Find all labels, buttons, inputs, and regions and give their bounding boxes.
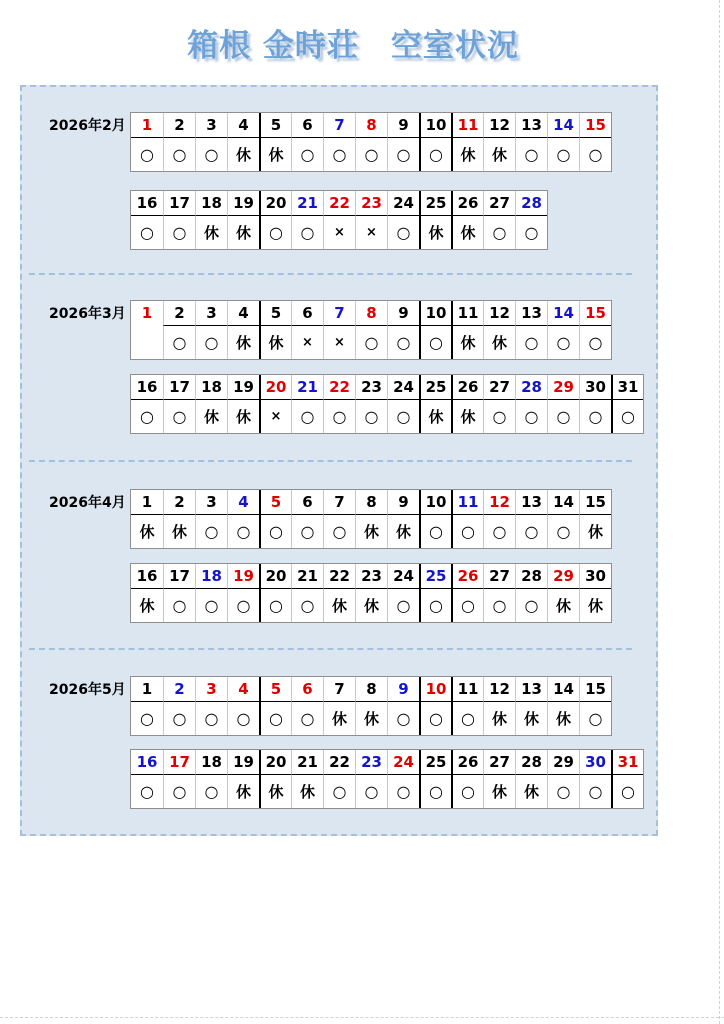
date-cell: 6: [291, 113, 323, 138]
status-cell: 休: [483, 702, 515, 735]
first-half-table: [130, 676, 612, 736]
status-cell: 休: [547, 589, 579, 622]
status-cell: 休: [227, 138, 259, 171]
status-cell: ×: [259, 400, 291, 433]
status-cell: ○: [419, 515, 451, 548]
date-cell: 8: [355, 301, 387, 326]
status-cell: ○: [291, 400, 323, 433]
date-cell: 20: [259, 564, 291, 589]
status-cell: ○: [259, 589, 291, 622]
date-cell: 3: [195, 301, 227, 326]
date-cell: 1: [131, 490, 163, 515]
section-separator: [29, 648, 632, 650]
date-cell: 19: [227, 191, 259, 216]
status-cell: ○: [195, 702, 227, 735]
date-cell: 11: [451, 490, 483, 515]
status-cell: ○: [323, 400, 355, 433]
status-cell: ○: [387, 326, 419, 359]
status-cell: ○: [291, 515, 323, 548]
status-cell: ○: [451, 515, 483, 548]
status-cell: ○: [195, 138, 227, 171]
status-cell: ○: [355, 775, 387, 808]
second-half-table: [130, 190, 548, 250]
date-cell: 11: [451, 301, 483, 326]
status-cell: 休: [451, 400, 483, 433]
date-cell: 31: [611, 750, 643, 775]
date-cell: 14: [547, 301, 579, 326]
date-cell: 15: [579, 113, 611, 138]
date-cell: 14: [547, 677, 579, 702]
status-cell: 休: [451, 326, 483, 359]
date-cell: 8: [355, 677, 387, 702]
status-cell: ○: [515, 138, 547, 171]
date-cell: 20: [259, 191, 291, 216]
section-separator: [29, 460, 632, 462]
availability-panel: [20, 85, 658, 836]
date-cell: 12: [483, 301, 515, 326]
status-cell: 休: [483, 326, 515, 359]
status-cell: ○: [387, 775, 419, 808]
status-cell: ○: [611, 775, 643, 808]
section-separator: [29, 273, 632, 275]
status-cell: 休: [515, 702, 547, 735]
date-cell: 3: [195, 490, 227, 515]
date-cell: 15: [579, 677, 611, 702]
status-cell: ○: [163, 775, 195, 808]
status-cell: ×: [323, 216, 355, 249]
status-cell: ○: [579, 400, 611, 433]
status-cell: ○: [387, 702, 419, 735]
status-cell: ○: [195, 515, 227, 548]
date-cell: 6: [291, 490, 323, 515]
date-cell: 6: [291, 677, 323, 702]
status-cell: ○: [259, 216, 291, 249]
date-cell: 29: [547, 564, 579, 589]
date-cell: 11: [451, 677, 483, 702]
date-cell: 12: [483, 113, 515, 138]
status-cell: 休: [139, 597, 155, 615]
date-cell: 28: [515, 750, 547, 775]
date-cell: 3: [195, 677, 227, 702]
status-cell: 休: [259, 326, 291, 359]
date-cell: 2: [163, 490, 195, 515]
status-cell: 休: [355, 515, 387, 548]
date-cell: 19: [227, 750, 259, 775]
date-cell: 13: [515, 677, 547, 702]
date-cell: 18: [195, 564, 227, 589]
date-cell: 6: [291, 301, 323, 326]
date-cell: 10: [419, 490, 451, 515]
second-half-table: [130, 563, 612, 623]
status-cell: 休: [195, 400, 227, 433]
status-cell: 休: [579, 589, 611, 622]
date-cell: 29: [547, 750, 579, 775]
date-cell: 17: [163, 375, 195, 400]
date-cell: 2: [163, 113, 195, 138]
status-cell: 休: [227, 326, 259, 359]
status-cell: ○: [163, 702, 195, 735]
date-cell: 13: [515, 490, 547, 515]
page-break-line-horizontal: [0, 1017, 724, 1018]
date-cell: 25: [419, 750, 451, 775]
date-cell: 25: [419, 191, 451, 216]
status-cell: ○: [419, 326, 451, 359]
status-cell: 休: [355, 589, 387, 622]
date-cell: 23: [355, 375, 387, 400]
status-cell: ○: [483, 515, 515, 548]
date-cell: 27: [483, 375, 515, 400]
status-cell: ○: [163, 326, 195, 359]
status-cell: 休: [419, 400, 451, 433]
date-cell: 24: [387, 375, 419, 400]
status-cell: ○: [195, 589, 227, 622]
status-cell: ×: [291, 326, 323, 359]
date-cell: 18: [195, 375, 227, 400]
date-cell: 10: [419, 301, 451, 326]
date-cell: 16: [131, 564, 163, 589]
date-cell: 24: [387, 564, 419, 589]
status-cell: ○: [483, 216, 515, 249]
date-cell: 4: [227, 490, 259, 515]
status-cell: ○: [419, 138, 451, 171]
date-cell: 27: [483, 750, 515, 775]
first-half-table: [130, 489, 612, 549]
status-cell: 休: [227, 400, 259, 433]
month-label: 2026年5月: [49, 682, 126, 698]
status-cell: 休: [451, 138, 483, 171]
date-cell: 12: [483, 677, 515, 702]
status-cell: 休: [451, 216, 483, 249]
status-cell: ○: [259, 515, 291, 548]
date-cell: 5: [259, 677, 291, 702]
date-cell: 16: [131, 750, 163, 775]
date-cell: 21: [291, 750, 323, 775]
date-cell: 18: [195, 191, 227, 216]
status-cell: 休: [259, 775, 291, 808]
status-cell: ○: [611, 400, 643, 433]
date-cell: 4: [227, 301, 259, 326]
status-cell: ○: [291, 702, 323, 735]
date-cell: 19: [227, 375, 259, 400]
status-cell: ○: [579, 326, 611, 359]
status-cell: ○: [451, 775, 483, 808]
date-cell: 1: [141, 304, 153, 322]
date-cell: 19: [227, 564, 259, 589]
date-cell: 8: [355, 490, 387, 515]
status-cell: ○: [323, 515, 355, 548]
second-half-table: [130, 749, 644, 809]
status-cell: 休: [419, 216, 451, 249]
date-cell: 1: [131, 113, 163, 138]
status-cell: ○: [163, 589, 195, 622]
date-cell: 26: [451, 375, 483, 400]
status-cell: ○: [355, 400, 387, 433]
date-cell: 18: [195, 750, 227, 775]
date-cell: 5: [259, 113, 291, 138]
date-cell: 26: [451, 750, 483, 775]
status-cell: ○: [387, 138, 419, 171]
date-cell: 25: [419, 375, 451, 400]
date-cell: 20: [259, 750, 291, 775]
first-half-table: [130, 112, 612, 172]
status-cell: ○: [227, 702, 259, 735]
status-cell: ○: [483, 400, 515, 433]
status-cell: 休: [323, 589, 355, 622]
status-cell: ○: [140, 223, 154, 242]
status-cell: ○: [451, 589, 483, 622]
date-cell: 9: [387, 301, 419, 326]
status-cell: ×: [355, 216, 387, 249]
date-cell: 7: [323, 490, 355, 515]
date-cell: 26: [451, 191, 483, 216]
status-cell: ○: [387, 216, 419, 249]
status-cell: ○: [451, 702, 483, 735]
status-cell: ○: [515, 400, 547, 433]
date-cell: 21: [291, 191, 323, 216]
first-half-table: [130, 300, 612, 360]
status-cell: ○: [291, 216, 323, 249]
second-half-table: [130, 374, 644, 434]
date-cell: 28: [515, 375, 547, 400]
page-title: 箱根 金時荘 空室状況: [187, 28, 519, 64]
status-cell: ○: [140, 782, 154, 801]
status-cell: ○: [547, 138, 579, 171]
date-cell: 30: [579, 375, 611, 400]
date-cell: 24: [387, 191, 419, 216]
status-cell: 休: [547, 702, 579, 735]
status-cell: ○: [419, 589, 451, 622]
date-cell: 2: [163, 677, 195, 702]
month-label: 2026年3月: [49, 306, 126, 322]
status-cell: ○: [547, 326, 579, 359]
date-cell: 13: [515, 301, 547, 326]
date-cell: 12: [483, 490, 515, 515]
date-cell: 21: [291, 375, 323, 400]
status-cell: ○: [291, 138, 323, 171]
month-label: 2026年4月: [49, 495, 126, 511]
date-cell: 22: [323, 191, 355, 216]
date-cell: 22: [323, 375, 355, 400]
status-cell: ×: [323, 326, 355, 359]
status-cell: 休: [579, 515, 611, 548]
month-label: 2026年2月: [49, 118, 126, 134]
status-cell: 休: [227, 216, 259, 249]
status-cell: 休: [291, 775, 323, 808]
status-cell: ○: [195, 326, 227, 359]
status-cell: ○: [355, 326, 387, 359]
status-cell: ○: [355, 138, 387, 171]
date-cell: 4: [227, 677, 259, 702]
status-cell: 休: [323, 702, 355, 735]
status-cell: ○: [163, 138, 195, 171]
date-cell: 10: [419, 113, 451, 138]
status-cell: ○: [515, 326, 547, 359]
status-cell: ○: [291, 589, 323, 622]
status-cell: ○: [323, 138, 355, 171]
status-cell: [131, 326, 163, 359]
status-cell: 休: [227, 775, 259, 808]
status-cell: 休: [355, 702, 387, 735]
status-cell: ○: [579, 775, 611, 808]
status-cell: ○: [579, 702, 611, 735]
date-cell: 2: [163, 301, 195, 326]
status-cell: ○: [547, 775, 579, 808]
status-cell: 休: [139, 523, 155, 541]
date-cell: 29: [547, 375, 579, 400]
status-cell: 休: [483, 138, 515, 171]
date-cell: 5: [259, 301, 291, 326]
status-cell: ○: [140, 145, 154, 164]
date-cell: 26: [451, 564, 483, 589]
date-cell: 30: [579, 750, 611, 775]
status-cell: ○: [140, 407, 154, 426]
status-cell: ○: [547, 400, 579, 433]
status-cell: ○: [163, 400, 195, 433]
status-cell: 休: [515, 775, 547, 808]
status-cell: ○: [515, 216, 547, 249]
status-cell: ○: [195, 775, 227, 808]
date-cell: 14: [547, 490, 579, 515]
date-cell: 4: [227, 113, 259, 138]
date-cell: 1: [131, 677, 163, 702]
date-cell: 14: [547, 113, 579, 138]
date-cell: 23: [355, 750, 387, 775]
date-cell: 28: [515, 564, 547, 589]
date-cell: 24: [387, 750, 419, 775]
date-cell: 23: [355, 564, 387, 589]
status-cell: 休: [195, 216, 227, 249]
date-cell: 16: [131, 375, 163, 400]
status-cell: ○: [387, 589, 419, 622]
date-cell: 15: [579, 301, 611, 326]
status-cell: ○: [387, 400, 419, 433]
date-cell: 17: [163, 564, 195, 589]
status-cell: ○: [419, 702, 451, 735]
status-cell: ○: [259, 702, 291, 735]
date-cell: 22: [323, 750, 355, 775]
date-cell: 23: [355, 191, 387, 216]
date-cell: 30: [579, 564, 611, 589]
status-cell: ○: [227, 515, 259, 548]
date-cell: 8: [355, 113, 387, 138]
date-cell: 27: [483, 191, 515, 216]
date-cell: 17: [163, 191, 195, 216]
status-cell: ○: [547, 515, 579, 548]
date-cell: 31: [611, 375, 643, 400]
status-cell: 休: [387, 515, 419, 548]
date-cell: 21: [291, 564, 323, 589]
status-cell: 休: [163, 515, 195, 548]
status-cell: ○: [515, 515, 547, 548]
status-cell: ○: [515, 589, 547, 622]
date-cell: 9: [387, 490, 419, 515]
status-cell: ○: [483, 589, 515, 622]
date-cell: 9: [387, 677, 419, 702]
date-cell: 7: [323, 113, 355, 138]
date-cell: 25: [419, 564, 451, 589]
date-cell: 11: [451, 113, 483, 138]
date-cell: 5: [259, 490, 291, 515]
page-break-line-vertical: [719, 0, 720, 1024]
status-cell: ○: [579, 138, 611, 171]
date-cell: 7: [323, 301, 355, 326]
status-cell: 休: [483, 775, 515, 808]
status-cell: ○: [323, 775, 355, 808]
date-cell: 28: [515, 191, 547, 216]
status-cell: ○: [140, 709, 154, 728]
date-cell: 22: [323, 564, 355, 589]
date-cell: 20: [259, 375, 291, 400]
status-cell: ○: [227, 589, 259, 622]
status-cell: 休: [259, 138, 291, 171]
date-cell: 15: [579, 490, 611, 515]
date-cell: 17: [163, 750, 195, 775]
status-cell: ○: [419, 775, 451, 808]
date-cell: 10: [419, 677, 451, 702]
date-cell: 7: [323, 677, 355, 702]
date-cell: 16: [131, 191, 163, 216]
date-cell: 13: [515, 113, 547, 138]
date-cell: 3: [195, 113, 227, 138]
date-cell: 9: [387, 113, 419, 138]
date-cell: 27: [483, 564, 515, 589]
status-cell: ○: [163, 216, 195, 249]
